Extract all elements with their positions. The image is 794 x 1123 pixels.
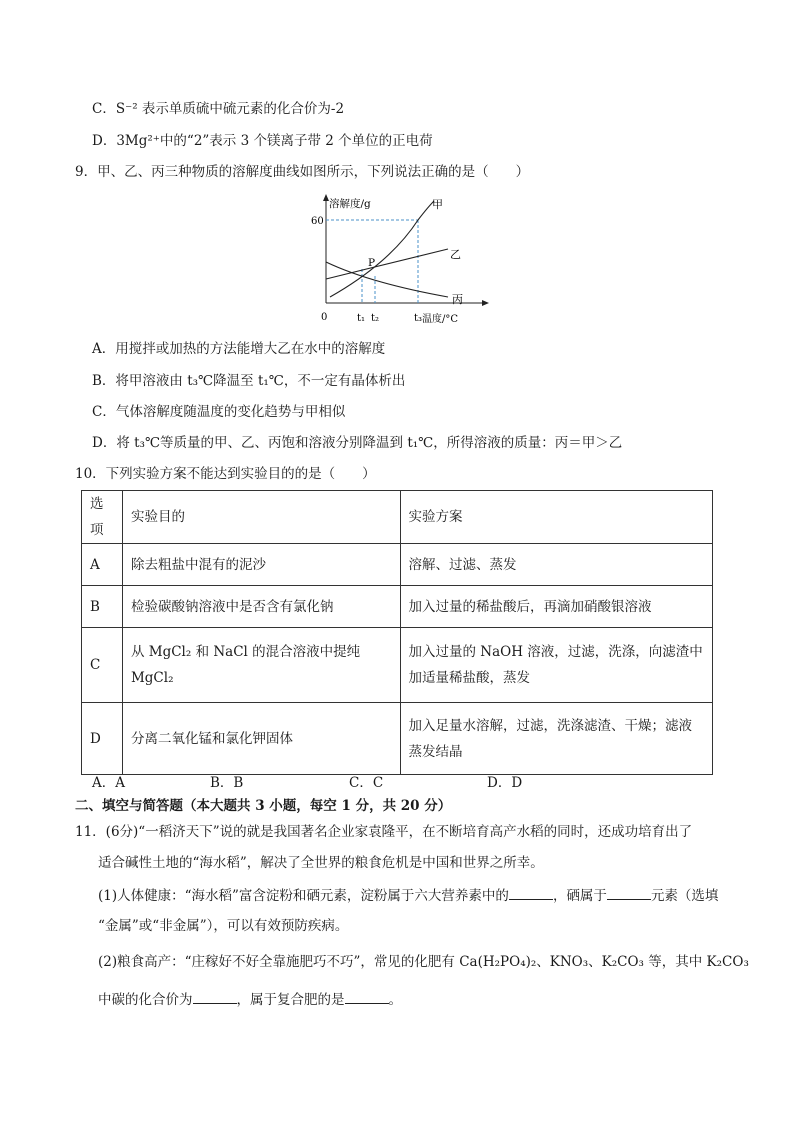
q9-option-b: B．将甲溶液由 t₃℃降温至 t₁℃，不一定有晶体析出 [92,373,406,389]
x-tick-t2: t₂ [371,313,380,324]
origin-label: 0 [321,312,328,323]
table-row [82,586,713,628]
row-plan [400,703,712,775]
q10-stem: 10．下列实验方案不能达到实验目的的是（ ） [75,466,376,482]
curve-bing [326,262,448,297]
header-goal: 实验目的 [122,491,400,544]
q10-answer-b: B．B [210,775,244,791]
q8-option-d: D．3Mg²⁺中的“2”表示 3 个镁离子带 2 个单位的正电荷 [92,133,433,149]
table-row [82,628,713,703]
q9-option-a: A．用搅拌或加热的方法能增大乙在水中的溶解度 [92,341,386,357]
row-plan-line1: 加入足量水溶解，过滤，洗涤滤渣、干燥；滤液 [408,717,693,734]
q10-answer-d: D．D [487,775,523,791]
q11-part1-cont: “金属”或“非金属”），可以有效预防疾病。 [98,918,349,934]
q11-part2-text-c: ，属于复合肥的是 [236,992,345,1008]
q11-part1 [98,886,718,905]
q11-part2-cont [98,990,402,1009]
row-goal: 从 MgCl₂ 和 NaCl 的混合溶液中提纯 MgCl₂ [122,628,400,703]
series-label-yi: 乙 [450,248,461,261]
table-header-row [82,491,713,544]
y-tick-60: 60 [311,216,324,227]
solubility-chart [300,193,490,333]
q11-line1: 11．(6分)“一稻济天下”说的就是我国著名企业家袁隆平，在不断培育高产水稻的同时，还成功培育出了 [75,824,693,840]
answer-blank[interactable] [345,990,389,1004]
row-option: B [82,586,123,628]
answer-blank[interactable] [607,886,651,900]
row-option: A [82,544,123,586]
q10-answer-c: C．C [349,775,384,791]
x-axis-label: 温度/°C [422,314,459,325]
row-goal: 分离二氧化锰和氯化钾固体 [122,703,400,775]
table-row [82,544,713,586]
row-option: D [82,703,123,775]
row-plan-line2: 加适量稀盐酸，蒸发 [408,670,531,686]
table-row [82,703,713,775]
series-label-jia: 甲 [432,198,443,211]
q10-answer-a: A．A [92,775,125,791]
row-goal: 除去粗盐中混有的泥沙 [122,544,400,586]
row-option: C [82,628,123,703]
row-plan-line2: 蒸发结晶 [408,743,463,760]
x-tick-t3: t₃ [414,313,423,324]
curve-yi [326,249,448,279]
q8-option-c: C．S⁻² 表示单质硫中硫元素的化合价为-2 [92,101,345,117]
row-plan-line1: 加入过量的 NaOH 溶液，过滤，洗涤，向滤渣中 [408,644,703,660]
q11-part1-text-c: 元素（选填 [650,888,719,904]
section2-title: 二、填空与简答题（本大题共 3 小题，每空 1 分，共 20 分） [75,798,452,814]
row-plan: 加入过量的稀盐酸后，再滴加硝酸银溶液 [400,586,712,628]
header-option: 选项 [82,491,123,544]
q9-option-c: C．气体溶解度随温度的变化趋势与甲相似 [92,404,346,420]
answer-blank[interactable] [193,990,237,1004]
row-goal: 检验碳酸钠溶液中是否含有氯化钠 [122,586,400,628]
q9-option-d: D．将 t₃℃等质量的甲、乙、丙饱和溶液分别降温到 t₁℃，所得溶液的质量：丙＝甲＞乙 [92,435,623,451]
q9-stem: 9．甲、乙、丙三种物质的溶解度曲线如图所示，下列说法正确的是（ ） [75,164,530,180]
q11-line2: 适合碱性土地的“海水稻”，解决了全世界的粮食危机是中国和世界之所幸。 [98,855,544,871]
x-axis-arrow [482,300,489,306]
q11-part1-text-a: (1)人体健康：“海水稻”富含淀粉和硒元素，淀粉属于六大营养素中的 [98,888,509,904]
experiment-table [81,490,713,775]
header-plan: 实验方案 [400,491,712,544]
row-plan: 溶解、过滤、蒸发 [400,544,712,586]
row-plan [400,628,712,703]
x-tick-t1: t₁ [357,313,366,324]
answer-blank[interactable] [509,886,553,900]
point-p-label: P [368,257,376,269]
y-axis-label: 溶解度/g [329,198,371,210]
series-label-bing: 丙 [452,293,463,306]
q11-part2-text-d: 。 [388,992,402,1008]
q11-part1-text-b: ，硒属于 [552,888,607,904]
q11-part2: (2)粮食高产：“庄稼好不好全靠施肥巧不巧”，常见的化肥有 Ca(H₂PO₄)₂、KNO₃、K₂CO₃ 等，其中 K₂CO₃ [98,954,749,970]
q11-part2-text-b: 中碳的化合价为 [98,992,193,1008]
